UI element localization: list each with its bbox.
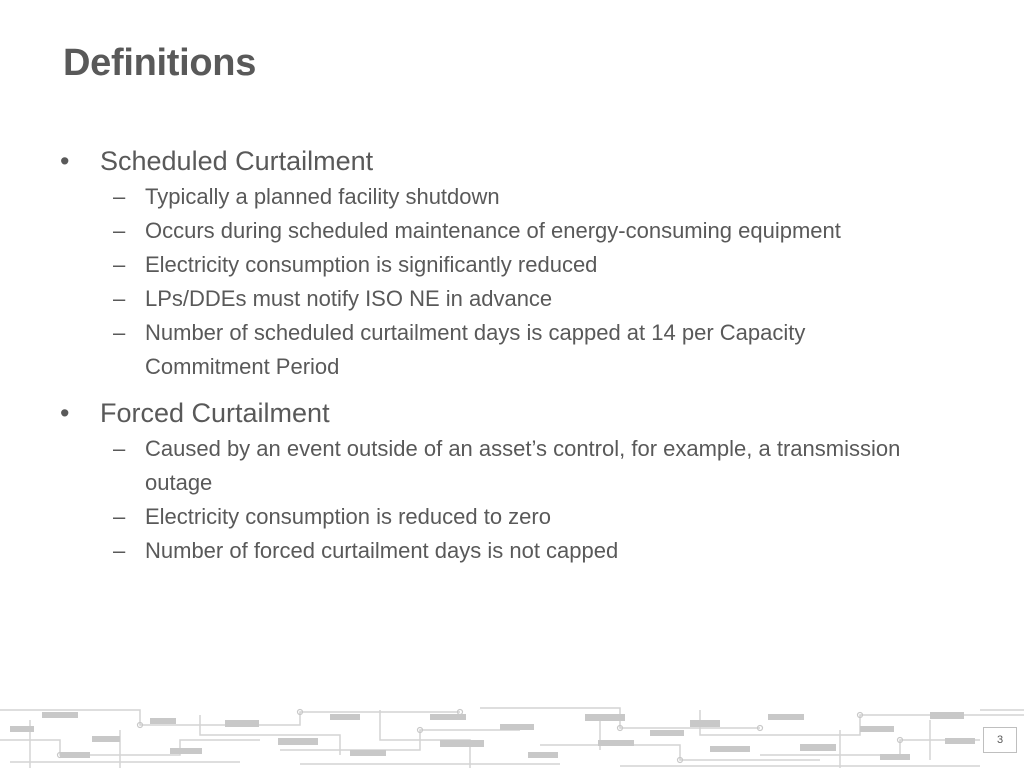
bullet-forced-curtailment [60,394,960,432]
sub-item [60,248,960,282]
sub-item-text: Electricity consumption is significantly reduced [145,252,598,277]
sub-item-text: Caused by an event outside of an asset’s control, for example, a transmission outage [145,436,901,495]
slide-title: Definitions [63,42,257,84]
bullet-heading: Scheduled Curtailment [100,146,374,176]
bullet-marker: • [60,398,70,428]
sub-item [60,534,960,568]
dash-marker: – [113,184,126,209]
dash-marker: – [113,286,126,311]
sub-item-text: Typically a planned facility shutdown [145,184,500,209]
sub-item [60,180,960,214]
circuit-pattern-decoration [0,700,1024,768]
bullet-heading: Forced Curtailment [100,398,330,428]
slide-content [60,142,960,578]
bullet-scheduled-curtailment [60,142,960,180]
dash-marker: – [113,538,126,563]
dash-marker: – [113,252,126,277]
dash-marker: – [113,504,126,529]
sub-item [60,316,960,384]
page-number: 3 [983,727,1017,753]
dash-marker: – [113,218,126,243]
dash-marker: – [113,436,126,461]
sub-item-text: Number of scheduled curtailment days is capped at 14 per Capacity Commitment Period [145,320,806,379]
sub-item-text: Occurs during scheduled maintenance of energy-consuming equipment [145,218,841,243]
bullet-marker: • [60,146,70,176]
sub-item-text: Number of forced curtailment days is not capped [145,538,619,563]
dash-marker: – [113,320,126,345]
sub-item-text: Electricity consumption is reduced to zero [145,504,551,529]
sub-item [60,500,960,534]
sub-list-forced [60,432,960,568]
sub-item [60,214,960,248]
sub-item [60,432,960,500]
sub-item [60,282,960,316]
sub-item-text: LPs/DDEs must notify ISO NE in advance [145,286,553,311]
sub-list-scheduled [60,180,960,384]
